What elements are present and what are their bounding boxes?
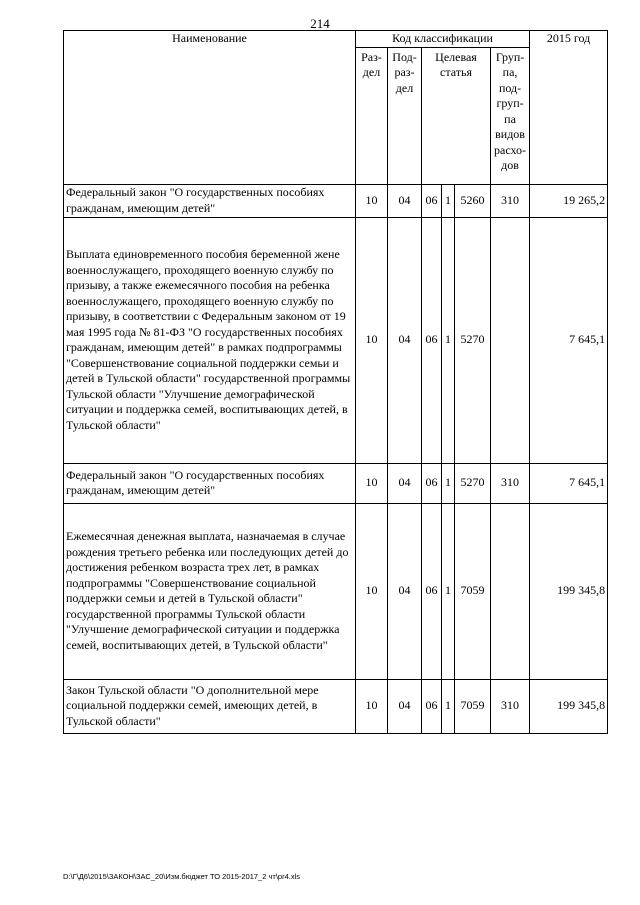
row-target-subprogram: 1: [442, 184, 455, 217]
header-year: 2015 год: [530, 31, 608, 185]
row-target-subprogram: 1: [442, 503, 455, 679]
row-amount: 199 345,8: [530, 679, 608, 733]
row-group: 310: [491, 463, 530, 503]
row-subsection: 04: [388, 217, 422, 463]
row-target-direction: 7059: [455, 503, 491, 679]
row-subsection: 04: [388, 463, 422, 503]
header-group: Груп- па, под- груп- па видов расхо- дов: [491, 47, 530, 184]
header-name: Наименование: [64, 31, 356, 185]
header-section: Раз- дел: [356, 47, 388, 184]
row-target-program: 06: [422, 217, 442, 463]
row-name: Ежемесячная денежная выплата, назначаемая в случае рождения третьего ребенка или последующих детей до достижения ребенком возраста трех лет, в рамках подпрограммы "Совершенствование социальной поддержки семьи и детей в Тульской области" государственной программы Тульской области "Улучшение демографической ситуации и поддержка семей, воспитывающих детей, в Тульской области": [64, 503, 356, 679]
header-classification-code: Код классификации: [356, 31, 530, 48]
row-section: 10: [356, 463, 388, 503]
row-group: [491, 503, 530, 679]
row-target-subprogram: 1: [442, 463, 455, 503]
row-section: 10: [356, 503, 388, 679]
row-section: 10: [356, 679, 388, 733]
table-row: [64, 463, 608, 503]
row-target-direction: 5270: [455, 463, 491, 503]
row-section: 10: [356, 217, 388, 463]
header-target-article: Целевая статья: [422, 47, 491, 184]
file-path-footer: D:\Г\Д6\2015\ЗАКОН\ЗАС_20\Изм.бюджет ТО 2015-2017_2 чт\pr4.xls: [63, 872, 300, 881]
row-target-direction: 5260: [455, 184, 491, 217]
row-target-program: 06: [422, 503, 442, 679]
row-name: Федеральный закон "О государственных пособиях гражданам, имеющим детей": [64, 463, 356, 503]
row-name: Выплата единовременного пособия беременной жене военнослужащего, проходящего военную службу по призыву, а также ежемесячного пособия на ребенка военнослужащего, проходящего военную службу по призыву, в соответствии с Федеральным законом от 19 мая 1995 года № 81-ФЗ "О государственных пособиях гражданам, имеющим детей" в рамках подпрограммы "Совершенствование социальной поддержки семьи и детей в Тульской области" государственной программы Тульской области "Улучшение демографической ситуации и поддержка семей, воспитывающих детей, в Тульской области": [64, 217, 356, 463]
table-row: [64, 184, 608, 217]
row-target-program: 06: [422, 679, 442, 733]
budget-table: [63, 30, 608, 734]
table-row: [64, 679, 608, 733]
row-target-direction: 7059: [455, 679, 491, 733]
row-group: [491, 217, 530, 463]
table-row: [64, 503, 608, 679]
row-amount: 7 645,1: [530, 463, 608, 503]
row-subsection: 04: [388, 184, 422, 217]
row-name: Федеральный закон "О государственных пособиях гражданам, имеющим детей": [64, 184, 356, 217]
row-target-subprogram: 1: [442, 217, 455, 463]
row-target-program: 06: [422, 463, 442, 503]
row-amount: 199 345,8: [530, 503, 608, 679]
row-amount: 19 265,2: [530, 184, 608, 217]
row-subsection: 04: [388, 679, 422, 733]
row-target-subprogram: 1: [442, 679, 455, 733]
row-amount: 7 645,1: [530, 217, 608, 463]
row-subsection: 04: [388, 503, 422, 679]
table-row: [64, 217, 608, 463]
row-group: 310: [491, 184, 530, 217]
row-group: 310: [491, 679, 530, 733]
row-section: 10: [356, 184, 388, 217]
row-target-program: 06: [422, 184, 442, 217]
header-subsection: Под- раз- дел: [388, 47, 422, 184]
row-target-direction: 5270: [455, 217, 491, 463]
page-number: 214: [310, 16, 330, 31]
row-name: Закон Тульской области "О дополнительной мере социальной поддержки семей, имеющих детей, в Тульской области": [64, 679, 356, 733]
